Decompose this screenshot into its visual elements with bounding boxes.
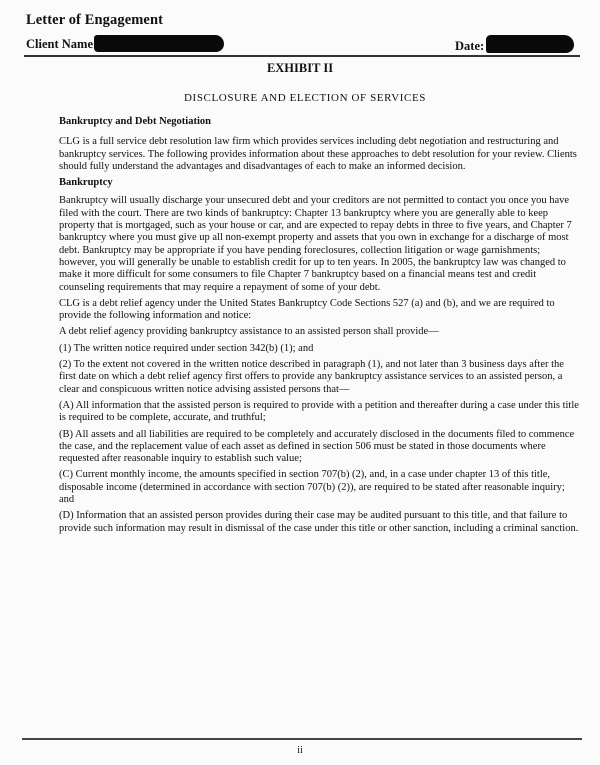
letter-title: Letter of Engagement xyxy=(26,12,164,28)
item-d-paragraph: (D) Information that an assisted person provides during their case may be audited pursuant to this title, and that failure to provide such information may result in dismissal of the case under this title or other sanction, including a criminal sanction. xyxy=(59,510,579,534)
item-c-paragraph: (C) Current monthly income, the amounts specified in section 707(b) (2), and, in a case under chapter 13 of this title, disposable income (determined in accordance with section 707(b) (2)), are required to be stated after reasonable inquiry; and xyxy=(59,469,565,506)
page-number: ii xyxy=(297,745,303,756)
item-a-paragraph: (A) All information that the assisted person is required to provide with a petition and thereafter during a case under this title is required to be complete, accurate, and truthful; xyxy=(59,399,579,424)
item-1-paragraph: (1) The written notice required under section 342(b) (1); and xyxy=(59,342,314,354)
client-name-label: Client Name xyxy=(26,37,93,51)
header-divider xyxy=(24,55,580,57)
intro-paragraph: CLG is a full service debt resolution law firm which provides services including debt negotiation and restructuring and bankruptcy services. The following provides information about these approaches to debt resolution for your review. Clients should fully understand the advantages and disadvantages of each to make an informed decision. xyxy=(59,136,577,172)
section-title: DISCLOSURE AND ELECTION OF SERVICES xyxy=(184,92,426,104)
item-2-paragraph: (2) To the extent not covered in the written notice described in paragraph (1), and not later than 3 business days after the first date on which a debt relief agency first offers to provide any bankruptcy assistance services to an assisted person, a clear and conspicuous written notice advising assisted persons that— xyxy=(59,359,564,395)
date-label: Date: xyxy=(455,39,485,53)
bankruptcy-paragraph: Bankruptcy will usually discharge your unsecured debt and your creditors are not permitted to contact you once you have filed with the court. There are two kinds of bankruptcy: Chapter 13 bankruptcy where you are generally able to keep property that is mortgaged, such as your house or car, and are expected to repay debts in three to five years, and Chapter 7 bankruptcy where you must give up all non-exempt property and assets that you own in exchange for a discharge of most debt. Bankruptcy may be appropriate if you have pending foreclosures, collection litigation or wage garnishments; however, you will generally be unable to establish credit for up to ten years. In 2005, the bankruptcy law was changed to make it more difficult for some consumers to file Chapter 7 bankruptcy based on a financial means test and credit counseling requirements that may require a repayment of some of your debt. xyxy=(59,195,572,293)
client-name-redaction xyxy=(94,35,224,52)
item-b-paragraph: (B) All assets and all liabilities are required to be completely and accurately disclosed in the documents filed to commence the case, and the replacement value of each asset as defined in section 506 must be stated in those documents where requested after reasonable inquiry to establish such value; xyxy=(59,428,575,465)
footer-divider xyxy=(22,738,582,740)
agency-provide-paragraph: A debt relief agency providing bankruptcy assistance to an assisted person shall provide— xyxy=(59,326,439,338)
clg-notice-paragraph: CLG is a debt relief agency under the United States Bankruptcy Code Sections 527 (a) and (b), and we are required to provide the following information and notice: xyxy=(59,297,555,322)
date-redaction xyxy=(486,35,574,53)
bankruptcy-debt-heading: Bankruptcy and Debt Negotiation xyxy=(59,116,211,127)
document-body xyxy=(59,116,580,539)
exhibit-title: EXHIBIT II xyxy=(266,61,334,75)
bankruptcy-heading: Bankruptcy xyxy=(59,177,113,189)
